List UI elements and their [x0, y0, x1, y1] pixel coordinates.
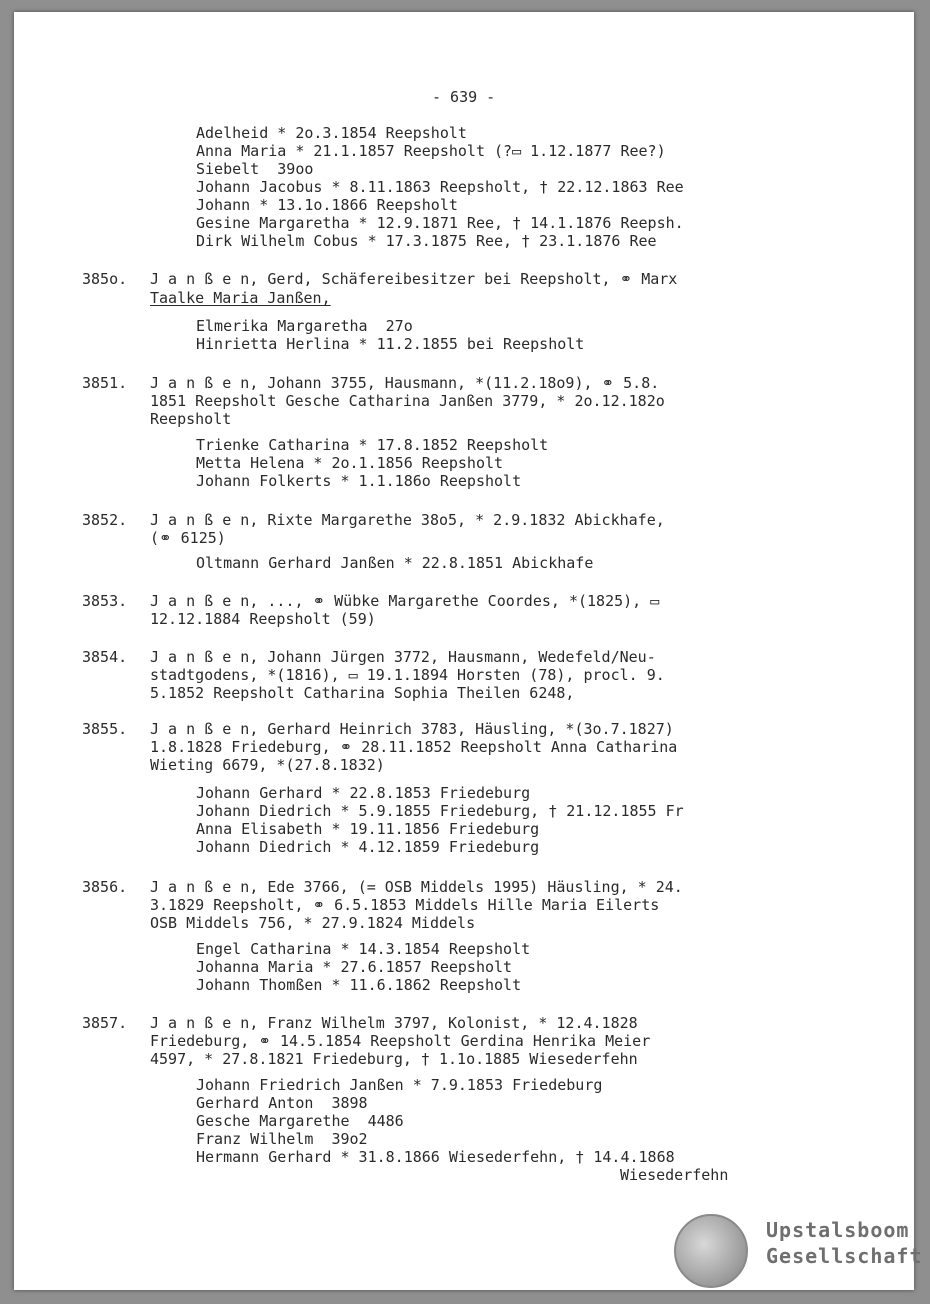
entry-line: J a n ß e n, ..., ⚭ Wübke Margarethe Coordes, *(1825), ▭ — [150, 592, 660, 610]
entry-number: 3856. — [82, 878, 128, 896]
entry-line: (⚭ 6125) — [150, 529, 226, 547]
child-line: Engel Catharina * 14.3.1854 Reepsholt — [196, 940, 531, 958]
child-line: Gerhard Anton 3898 — [196, 1094, 368, 1112]
child-line: Johann Diedrich * 5.9.1855 Friedeburg, † 21.12.1855 Fr — [196, 802, 684, 820]
child-line: Metta Helena * 2o.1.1856 Reepsholt — [196, 454, 504, 472]
entry-number: 3853. — [82, 592, 128, 610]
child-line: Johann Friedrich Janßen * 7.9.1853 Friedeburg — [196, 1076, 603, 1094]
child-line: Oltmann Gerhard Janßen * 22.8.1851 Abickhafe — [196, 554, 594, 572]
child-line: Gesche Margarethe 4486 — [196, 1112, 404, 1130]
entry-line: 1.8.1828 Friedeburg, ⚭ 28.11.1852 Reepsholt Anna Catharina — [150, 738, 678, 756]
entry-number: 3854. — [82, 648, 128, 666]
entry-number: 3851. — [82, 374, 128, 392]
entry-line: J a n ß e n, Rixte Margarethe 38o5, * 2.9.1832 Abickhafe, — [150, 511, 665, 529]
child-line: Elmerika Margaretha 27o — [196, 317, 413, 335]
child-line: Johann Folkerts * 1.1.186o Reepsholt — [196, 472, 522, 490]
line-6: Gesine Margaretha * 12.9.1871 Ree, † 14.1.1876 Reepsh. — [196, 214, 684, 232]
logo-line-2: Gesellschaft — [766, 1244, 923, 1268]
entry-line: OSB Middels 756, * 27.9.1824 Middels — [150, 914, 476, 932]
child-line: Johanna Maria * 27.6.1857 Reepsholt — [196, 958, 513, 976]
entry-number: 3852. — [82, 511, 128, 529]
logo-line-1: Upstalsboom — [766, 1218, 910, 1242]
page-number: - 639 - — [432, 88, 496, 106]
entry-number: 3857. — [82, 1014, 128, 1032]
entry-line: stadtgodens, *(1816), ▭ 19.1.1894 Horsten (78), procl. 9. — [150, 666, 665, 684]
seal-logo-icon — [674, 1214, 748, 1288]
child-line: Franz Wilhelm 39o2 — [196, 1130, 368, 1148]
child-line: Hermann Gerhard * 31.8.1866 Wiesederfehn, † 14.4.1868 — [196, 1148, 675, 1166]
child-line: Hinrietta Herlina * 11.2.1855 bei Reepsholt — [196, 335, 585, 353]
entry-line: J a n ß e n, Franz Wilhelm 3797, Kolonist, * 12.4.1828 — [150, 1014, 638, 1032]
line-7: Dirk Wilhelm Cobus * 17.3.1875 Ree, † 23.1.1876 Ree — [196, 232, 657, 250]
line-5: Johann * 13.1o.1866 Reepsholt — [196, 196, 458, 214]
entry-line: 1851 Reepsholt Gesche Catharina Janßen 3779, * 2o.12.182o — [150, 392, 665, 410]
entry-line: J a n ß e n, Johann Jürgen 3772, Hausmann, Wedefeld/Neu- — [150, 648, 656, 666]
child-line: Anna Elisabeth * 19.11.1856 Friedeburg — [196, 820, 540, 838]
entry-line: J a n ß e n, Ede 3766, (= OSB Middels 1995) Häusling, * 24. — [150, 878, 683, 896]
entry-line: 4597, * 27.8.1821 Friedeburg, † 1.1o.1885 Wiesederfehn — [150, 1050, 638, 1068]
document-page — [14, 12, 923, 1290]
child-line: Johann Gerhard * 22.8.1853 Friedeburg — [196, 784, 531, 802]
line-4: Johann Jacobus * 8.11.1863 Reepsholt, † 22.12.1863 Ree — [196, 178, 684, 196]
entry-line: 12.12.1884 Reepsholt (59) — [150, 610, 376, 628]
trailing-line: Wiesederfehn — [620, 1166, 729, 1184]
entry-line: Reepsholt — [150, 410, 232, 428]
entry-line: Friedeburg, ⚭ 14.5.1854 Reepsholt Gerdina Henrika Meier — [150, 1032, 651, 1050]
entry-line: Taalke Maria Janßen, — [150, 289, 331, 307]
child-line: Johann Diedrich * 4.12.1859 Friedeburg — [196, 838, 540, 856]
line-2: Anna Maria * 21.1.1857 Reepsholt (?▭ 1.12.1877 Ree?) — [196, 142, 666, 160]
child-line: Trienke Catharina * 17.8.1852 Reepsholt — [196, 436, 549, 454]
entry-line: J a n ß e n, Gerhard Heinrich 3783, Häusling, *(3o.7.1827) — [150, 720, 674, 738]
child-line: Johann Thomßen * 11.6.1862 Reepsholt — [196, 976, 522, 994]
entry-line: 5.1852 Reepsholt Catharina Sophia Theilen 6248, — [150, 684, 575, 702]
entry-line: J a n ß e n, Gerd, Schäfereibesitzer bei Reepsholt, ⚭ Marx — [150, 270, 678, 288]
entry-number: 385o. — [82, 270, 128, 288]
entry-line: 3.1829 Reepsholt, ⚭ 6.5.1853 Middels Hille Maria Eilerts — [150, 896, 660, 914]
entry-line: Wieting 6679, *(27.8.1832) — [150, 756, 385, 774]
entry-number: 3855. — [82, 720, 128, 738]
line-3: Siebelt 39oo — [196, 160, 314, 178]
line-1: Adelheid * 2o.3.1854 Reepsholt — [196, 124, 467, 142]
entry-line: J a n ß e n, Johann 3755, Hausmann, *(11.2.18o9), ⚭ 5.8. — [150, 374, 660, 392]
